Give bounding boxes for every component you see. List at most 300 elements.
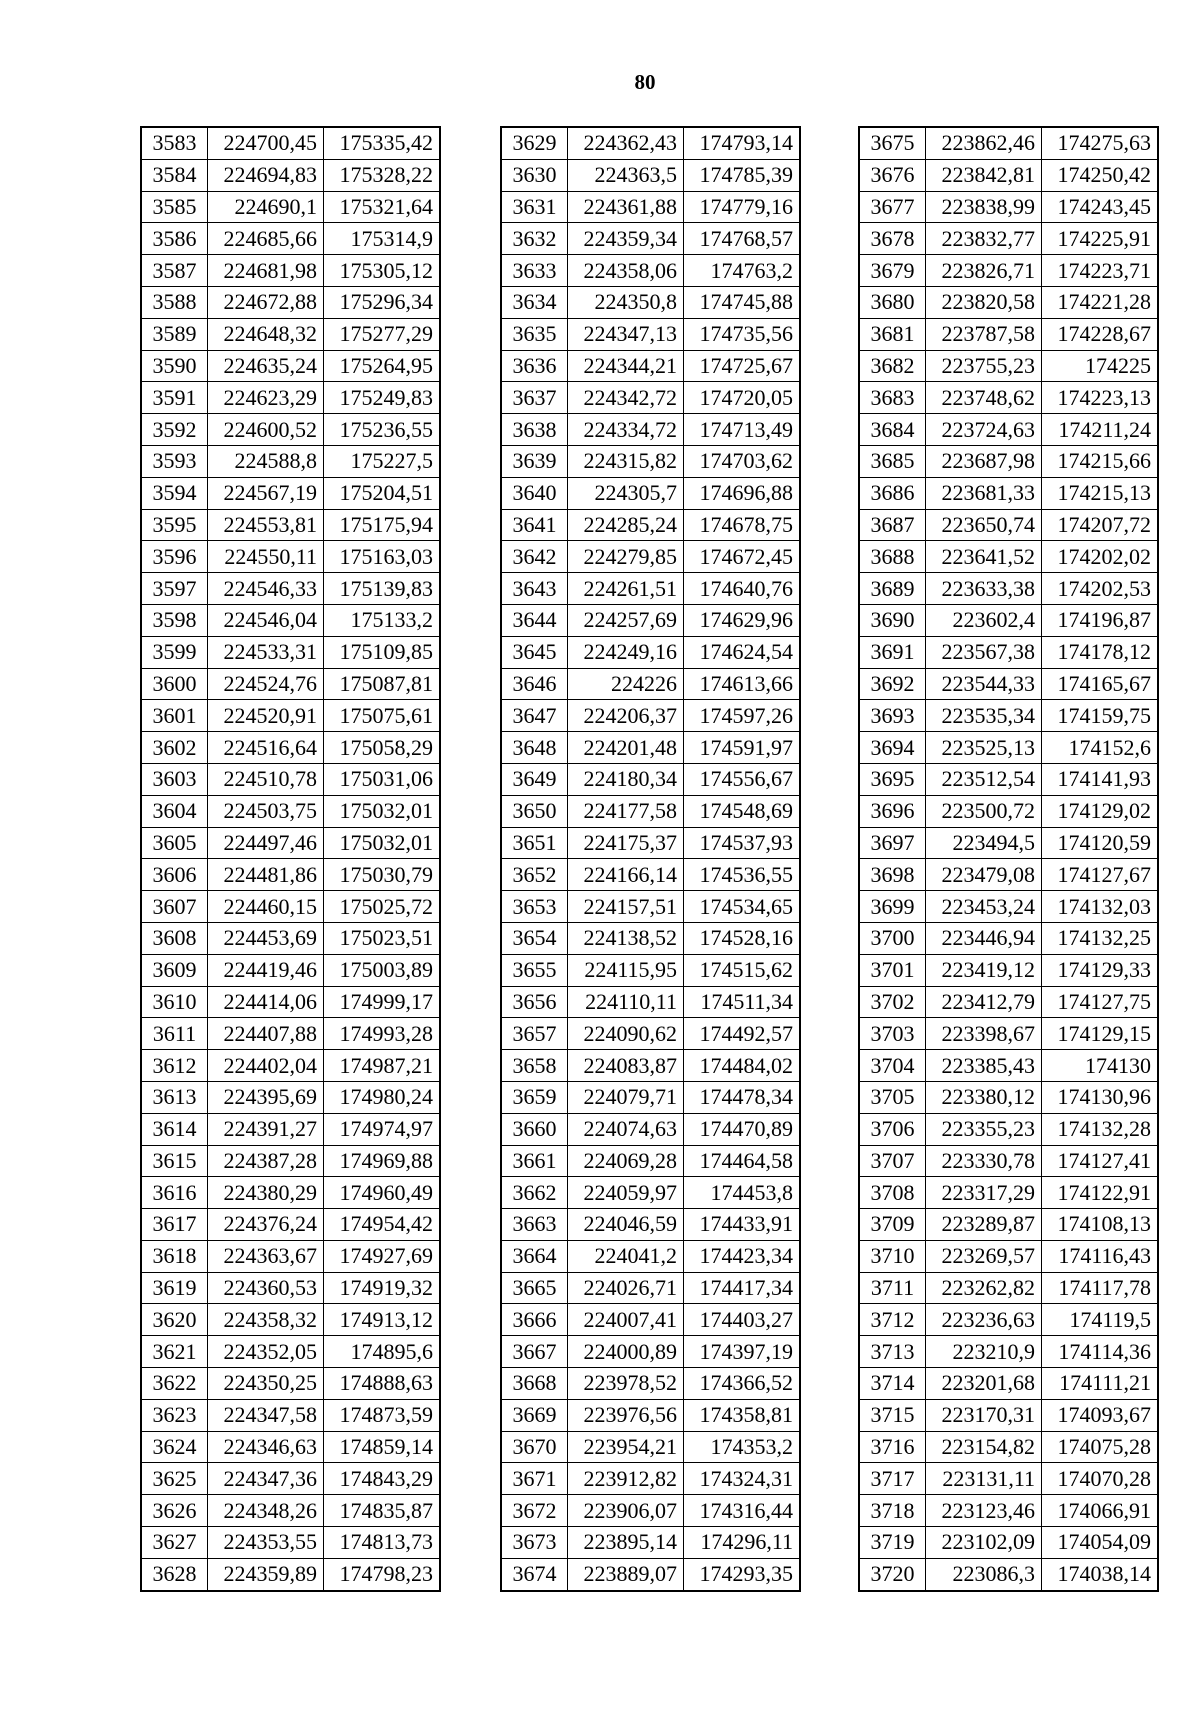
y-coordinate-cell: 174954,42 — [324, 1209, 441, 1241]
point-number-cell: 3719 — [859, 1527, 926, 1559]
table-row — [501, 159, 800, 191]
x-coordinate-cell: 224069,28 — [568, 1145, 684, 1177]
point-number-cell: 3651 — [501, 827, 568, 859]
point-number-cell: 3606 — [141, 859, 208, 891]
x-coordinate-cell: 224344,21 — [568, 350, 684, 382]
y-coordinate-cell: 175236,55 — [324, 414, 441, 446]
point-number-cell: 3700 — [859, 922, 926, 954]
x-coordinate-cell: 224524,76 — [208, 668, 324, 700]
x-coordinate-cell: 223724,63 — [926, 414, 1042, 446]
y-coordinate-cell: 174141,93 — [1042, 763, 1159, 795]
table-row — [859, 127, 1158, 159]
x-coordinate-cell: 223500,72 — [926, 795, 1042, 827]
point-number-cell: 3695 — [859, 763, 926, 795]
y-coordinate-cell: 174066,91 — [1042, 1495, 1159, 1527]
point-number-cell: 3642 — [501, 541, 568, 573]
x-coordinate-cell: 224305,7 — [568, 477, 684, 509]
table-row — [141, 668, 440, 700]
y-coordinate-cell: 174813,73 — [324, 1527, 441, 1559]
point-number-cell: 3689 — [859, 573, 926, 605]
y-coordinate-cell: 174798,23 — [324, 1558, 441, 1590]
table-row — [501, 1240, 800, 1272]
x-coordinate-cell: 223102,09 — [926, 1527, 1042, 1559]
x-coordinate-cell: 224279,85 — [568, 541, 684, 573]
table-row — [501, 1018, 800, 1050]
x-coordinate-cell: 224546,04 — [208, 604, 324, 636]
table-row — [141, 318, 440, 350]
point-number-cell: 3712 — [859, 1304, 926, 1336]
point-number-cell: 3641 — [501, 509, 568, 541]
table-row — [501, 954, 800, 986]
x-coordinate-cell: 223269,57 — [926, 1240, 1042, 1272]
point-number-cell: 3596 — [141, 541, 208, 573]
table-row — [141, 763, 440, 795]
point-number-cell: 3704 — [859, 1050, 926, 1082]
table-row — [141, 255, 440, 287]
y-coordinate-cell: 174768,57 — [684, 223, 801, 255]
point-number-cell: 3720 — [859, 1558, 926, 1590]
table-row — [859, 891, 1158, 923]
x-coordinate-cell: 224115,95 — [568, 954, 684, 986]
y-coordinate-cell: 175025,72 — [324, 891, 441, 923]
x-coordinate-cell: 223086,3 — [926, 1558, 1042, 1590]
point-number-cell: 3652 — [501, 859, 568, 891]
x-coordinate-cell: 224453,69 — [208, 922, 324, 954]
x-coordinate-cell: 223355,23 — [926, 1113, 1042, 1145]
x-coordinate-cell: 224350,8 — [568, 286, 684, 318]
table-row — [859, 986, 1158, 1018]
y-coordinate-cell: 174117,78 — [1042, 1272, 1159, 1304]
point-number-cell: 3715 — [859, 1399, 926, 1431]
y-coordinate-cell: 175023,51 — [324, 922, 441, 954]
x-coordinate-cell: 224046,59 — [568, 1209, 684, 1241]
point-number-cell: 3621 — [141, 1336, 208, 1368]
table-row — [501, 1209, 800, 1241]
point-number-cell: 3593 — [141, 445, 208, 477]
table-row — [501, 1463, 800, 1495]
x-coordinate-cell: 223976,56 — [568, 1399, 684, 1431]
table-row — [501, 795, 800, 827]
point-number-cell: 3675 — [859, 127, 926, 159]
table-row — [141, 1368, 440, 1400]
x-coordinate-cell: 224380,29 — [208, 1177, 324, 1209]
x-coordinate-cell: 223412,79 — [926, 986, 1042, 1018]
x-coordinate-cell: 223170,31 — [926, 1399, 1042, 1431]
point-number-cell: 3585 — [141, 191, 208, 223]
x-coordinate-cell: 223787,58 — [926, 318, 1042, 350]
point-number-cell: 3631 — [501, 191, 568, 223]
y-coordinate-cell: 174511,34 — [684, 986, 801, 1018]
y-coordinate-cell: 174129,15 — [1042, 1018, 1159, 1050]
point-number-cell: 3623 — [141, 1399, 208, 1431]
y-coordinate-cell: 174678,75 — [684, 509, 801, 541]
point-number-cell: 3679 — [859, 255, 926, 287]
table-row — [859, 191, 1158, 223]
point-number-cell: 3714 — [859, 1368, 926, 1400]
x-coordinate-cell: 223912,82 — [568, 1463, 684, 1495]
point-number-cell: 3628 — [141, 1558, 208, 1590]
y-coordinate-cell: 174484,02 — [684, 1050, 801, 1082]
y-coordinate-cell: 174927,69 — [324, 1240, 441, 1272]
point-number-cell: 3687 — [859, 509, 926, 541]
point-number-cell: 3634 — [501, 286, 568, 318]
point-number-cell: 3703 — [859, 1018, 926, 1050]
point-number-cell: 3671 — [501, 1463, 568, 1495]
x-coordinate-cell: 223262,82 — [926, 1272, 1042, 1304]
x-coordinate-cell: 223535,34 — [926, 700, 1042, 732]
table-row — [859, 1081, 1158, 1113]
coordinate-table-3 — [858, 126, 1159, 1592]
x-coordinate-cell: 223978,52 — [568, 1368, 684, 1400]
x-coordinate-cell: 224175,37 — [568, 827, 684, 859]
y-coordinate-cell: 174196,87 — [1042, 604, 1159, 636]
table-row — [859, 763, 1158, 795]
x-coordinate-cell: 224395,69 — [208, 1081, 324, 1113]
y-coordinate-cell: 174202,53 — [1042, 573, 1159, 605]
x-coordinate-cell: 223201,68 — [926, 1368, 1042, 1400]
x-coordinate-cell: 224391,27 — [208, 1113, 324, 1145]
point-number-cell: 3684 — [859, 414, 926, 446]
y-coordinate-cell: 174070,28 — [1042, 1463, 1159, 1495]
point-number-cell: 3604 — [141, 795, 208, 827]
table-row — [501, 763, 800, 795]
table-row — [859, 954, 1158, 986]
x-coordinate-cell: 224007,41 — [568, 1304, 684, 1336]
y-coordinate-cell: 174132,03 — [1042, 891, 1159, 923]
point-number-cell: 3678 — [859, 223, 926, 255]
table-row — [141, 159, 440, 191]
x-coordinate-cell: 224000,89 — [568, 1336, 684, 1368]
point-number-cell: 3690 — [859, 604, 926, 636]
table-row — [859, 1304, 1158, 1336]
y-coordinate-cell: 174843,29 — [324, 1463, 441, 1495]
point-number-cell: 3622 — [141, 1368, 208, 1400]
table-row — [141, 1304, 440, 1336]
point-number-cell: 3613 — [141, 1081, 208, 1113]
x-coordinate-cell: 223210,9 — [926, 1336, 1042, 1368]
x-coordinate-cell: 223838,99 — [926, 191, 1042, 223]
table-row — [501, 604, 800, 636]
y-coordinate-cell: 174111,21 — [1042, 1368, 1159, 1400]
table-row — [141, 700, 440, 732]
y-coordinate-cell: 174296,11 — [684, 1527, 801, 1559]
table-row — [501, 1399, 800, 1431]
table-row — [141, 573, 440, 605]
table-row — [141, 127, 440, 159]
x-coordinate-cell: 223755,23 — [926, 350, 1042, 382]
table-row — [501, 350, 800, 382]
table-row — [859, 859, 1158, 891]
y-coordinate-cell: 174108,13 — [1042, 1209, 1159, 1241]
point-number-cell: 3674 — [501, 1558, 568, 1590]
x-coordinate-cell: 224166,14 — [568, 859, 684, 891]
point-number-cell: 3663 — [501, 1209, 568, 1241]
point-number-cell: 3589 — [141, 318, 208, 350]
point-number-cell: 3644 — [501, 604, 568, 636]
table-row — [501, 1050, 800, 1082]
y-coordinate-cell: 175139,83 — [324, 573, 441, 605]
y-coordinate-cell: 174470,89 — [684, 1113, 801, 1145]
point-number-cell: 3661 — [501, 1145, 568, 1177]
y-coordinate-cell: 175109,85 — [324, 636, 441, 668]
point-number-cell: 3658 — [501, 1050, 568, 1082]
x-coordinate-cell: 224363,5 — [568, 159, 684, 191]
point-number-cell: 3692 — [859, 668, 926, 700]
table-row — [501, 859, 800, 891]
y-coordinate-cell: 174745,88 — [684, 286, 801, 318]
point-number-cell: 3654 — [501, 922, 568, 954]
point-number-cell: 3611 — [141, 1018, 208, 1050]
y-coordinate-cell: 174735,56 — [684, 318, 801, 350]
x-coordinate-cell: 224157,51 — [568, 891, 684, 923]
y-coordinate-cell: 175314,9 — [324, 223, 441, 255]
point-number-cell: 3683 — [859, 382, 926, 414]
table-row — [859, 541, 1158, 573]
y-coordinate-cell: 174515,62 — [684, 954, 801, 986]
y-coordinate-cell: 175133,2 — [324, 604, 441, 636]
point-number-cell: 3673 — [501, 1527, 568, 1559]
x-coordinate-cell: 224648,32 — [208, 318, 324, 350]
table-row — [859, 1209, 1158, 1241]
point-number-cell: 3717 — [859, 1463, 926, 1495]
table-row — [141, 986, 440, 1018]
y-coordinate-cell: 174403,27 — [684, 1304, 801, 1336]
x-coordinate-cell: 224503,75 — [208, 795, 324, 827]
y-coordinate-cell: 174130,96 — [1042, 1081, 1159, 1113]
y-coordinate-cell: 174591,97 — [684, 732, 801, 764]
x-coordinate-cell: 223289,87 — [926, 1209, 1042, 1241]
point-number-cell: 3630 — [501, 159, 568, 191]
x-coordinate-cell: 223748,62 — [926, 382, 1042, 414]
point-number-cell: 3670 — [501, 1431, 568, 1463]
y-coordinate-cell: 174464,58 — [684, 1145, 801, 1177]
table-row — [501, 1145, 800, 1177]
table-row — [141, 286, 440, 318]
table-row — [859, 827, 1158, 859]
table-row — [501, 922, 800, 954]
table-row — [859, 477, 1158, 509]
point-number-cell: 3659 — [501, 1081, 568, 1113]
table-row — [501, 191, 800, 223]
table-row — [141, 732, 440, 764]
x-coordinate-cell: 224348,26 — [208, 1495, 324, 1527]
point-number-cell: 3664 — [501, 1240, 568, 1272]
y-coordinate-cell: 174397,19 — [684, 1336, 801, 1368]
x-coordinate-cell: 224074,63 — [568, 1113, 684, 1145]
point-number-cell: 3669 — [501, 1399, 568, 1431]
point-number-cell: 3624 — [141, 1431, 208, 1463]
table-row — [141, 350, 440, 382]
y-coordinate-cell: 174720,05 — [684, 382, 801, 414]
table-row — [501, 1336, 800, 1368]
point-number-cell: 3588 — [141, 286, 208, 318]
table-row — [859, 1368, 1158, 1400]
table-row — [141, 541, 440, 573]
point-number-cell: 3649 — [501, 763, 568, 795]
table-row — [501, 1272, 800, 1304]
x-coordinate-cell: 223398,67 — [926, 1018, 1042, 1050]
y-coordinate-cell: 174536,55 — [684, 859, 801, 891]
y-coordinate-cell: 174785,39 — [684, 159, 801, 191]
x-coordinate-cell: 224402,04 — [208, 1050, 324, 1082]
table-row — [501, 223, 800, 255]
x-coordinate-cell: 224347,13 — [568, 318, 684, 350]
table-row — [859, 255, 1158, 287]
y-coordinate-cell: 175087,81 — [324, 668, 441, 700]
x-coordinate-cell: 223862,46 — [926, 127, 1042, 159]
point-number-cell: 3610 — [141, 986, 208, 1018]
y-coordinate-cell: 175058,29 — [324, 732, 441, 764]
x-coordinate-cell: 224700,45 — [208, 127, 324, 159]
table-row — [141, 445, 440, 477]
point-number-cell: 3648 — [501, 732, 568, 764]
table-row — [141, 827, 440, 859]
point-number-cell: 3595 — [141, 509, 208, 541]
table-row — [141, 509, 440, 541]
y-coordinate-cell: 175003,89 — [324, 954, 441, 986]
y-coordinate-cell: 174859,14 — [324, 1431, 441, 1463]
table-row — [141, 382, 440, 414]
x-coordinate-cell: 224360,53 — [208, 1272, 324, 1304]
table-row — [501, 700, 800, 732]
table-row — [141, 1431, 440, 1463]
y-coordinate-cell: 174116,43 — [1042, 1240, 1159, 1272]
y-coordinate-cell: 175163,03 — [324, 541, 441, 573]
x-coordinate-cell: 223826,71 — [926, 255, 1042, 287]
point-number-cell: 3697 — [859, 827, 926, 859]
y-coordinate-cell: 174835,87 — [324, 1495, 441, 1527]
table-row — [859, 1018, 1158, 1050]
point-number-cell: 3680 — [859, 286, 926, 318]
point-number-cell: 3608 — [141, 922, 208, 954]
x-coordinate-cell: 224690,1 — [208, 191, 324, 223]
y-coordinate-cell: 174202,02 — [1042, 541, 1159, 573]
x-coordinate-cell: 224201,48 — [568, 732, 684, 764]
y-coordinate-cell: 174913,12 — [324, 1304, 441, 1336]
table-row — [859, 382, 1158, 414]
table-row — [859, 223, 1158, 255]
x-coordinate-cell: 223494,5 — [926, 827, 1042, 859]
table-row — [141, 1272, 440, 1304]
table-row — [501, 573, 800, 605]
y-coordinate-cell: 175227,5 — [324, 445, 441, 477]
x-coordinate-cell: 223446,94 — [926, 922, 1042, 954]
y-coordinate-cell: 174353,2 — [684, 1431, 801, 1463]
x-coordinate-cell: 224588,8 — [208, 445, 324, 477]
table-row — [501, 1177, 800, 1209]
x-coordinate-cell: 224090,62 — [568, 1018, 684, 1050]
page-number: 80 — [634, 70, 656, 94]
y-coordinate-cell: 175328,22 — [324, 159, 441, 191]
x-coordinate-cell: 224110,11 — [568, 986, 684, 1018]
table-row — [501, 668, 800, 700]
point-number-cell: 3583 — [141, 127, 208, 159]
x-coordinate-cell: 224681,98 — [208, 255, 324, 287]
x-coordinate-cell: 223567,38 — [926, 636, 1042, 668]
table-row — [859, 668, 1158, 700]
y-coordinate-cell: 174763,2 — [684, 255, 801, 287]
y-coordinate-cell: 174478,34 — [684, 1081, 801, 1113]
x-coordinate-cell: 224520,91 — [208, 700, 324, 732]
x-coordinate-cell: 224361,88 — [568, 191, 684, 223]
x-coordinate-cell: 224352,05 — [208, 1336, 324, 1368]
point-number-cell: 3701 — [859, 954, 926, 986]
x-coordinate-cell: 224600,52 — [208, 414, 324, 446]
x-coordinate-cell: 223131,11 — [926, 1463, 1042, 1495]
x-coordinate-cell: 224363,67 — [208, 1240, 324, 1272]
x-coordinate-cell: 224334,72 — [568, 414, 684, 446]
y-coordinate-cell: 174243,45 — [1042, 191, 1159, 223]
y-coordinate-cell: 174919,32 — [324, 1272, 441, 1304]
x-coordinate-cell: 224261,51 — [568, 573, 684, 605]
table-row — [141, 604, 440, 636]
table-row — [501, 477, 800, 509]
y-coordinate-cell: 174127,75 — [1042, 986, 1159, 1018]
y-coordinate-cell: 174127,41 — [1042, 1145, 1159, 1177]
y-coordinate-cell: 174038,14 — [1042, 1558, 1159, 1590]
y-coordinate-cell: 174624,54 — [684, 636, 801, 668]
table-row — [501, 732, 800, 764]
x-coordinate-cell: 223385,43 — [926, 1050, 1042, 1082]
y-coordinate-cell: 174492,57 — [684, 1018, 801, 1050]
x-coordinate-cell: 223641,52 — [926, 541, 1042, 573]
point-number-cell: 3639 — [501, 445, 568, 477]
point-number-cell: 3637 — [501, 382, 568, 414]
point-number-cell: 3600 — [141, 668, 208, 700]
y-coordinate-cell: 174129,33 — [1042, 954, 1159, 986]
point-number-cell: 3590 — [141, 350, 208, 382]
table-row — [859, 1431, 1158, 1463]
x-coordinate-cell: 224387,28 — [208, 1145, 324, 1177]
table-row — [141, 795, 440, 827]
table-row — [859, 509, 1158, 541]
point-number-cell: 3587 — [141, 255, 208, 287]
y-coordinate-cell: 174779,16 — [684, 191, 801, 223]
y-coordinate-cell: 174228,67 — [1042, 318, 1159, 350]
table-row — [141, 477, 440, 509]
y-coordinate-cell: 174122,91 — [1042, 1177, 1159, 1209]
table-row — [501, 1431, 800, 1463]
point-number-cell: 3601 — [141, 700, 208, 732]
y-coordinate-cell: 174215,13 — [1042, 477, 1159, 509]
table-row — [501, 127, 800, 159]
y-coordinate-cell: 174207,72 — [1042, 509, 1159, 541]
table-row — [859, 1177, 1158, 1209]
x-coordinate-cell: 223681,33 — [926, 477, 1042, 509]
y-coordinate-cell: 174960,49 — [324, 1177, 441, 1209]
table-row — [859, 795, 1158, 827]
x-coordinate-cell: 224257,69 — [568, 604, 684, 636]
y-coordinate-cell: 174597,26 — [684, 700, 801, 732]
table-row — [501, 286, 800, 318]
table-row — [141, 1558, 440, 1590]
x-coordinate-cell: 224414,06 — [208, 986, 324, 1018]
x-coordinate-cell: 224315,82 — [568, 445, 684, 477]
table-row — [859, 732, 1158, 764]
x-coordinate-cell: 224347,36 — [208, 1463, 324, 1495]
table-row — [501, 1495, 800, 1527]
y-coordinate-cell: 174895,6 — [324, 1336, 441, 1368]
table-row — [859, 1399, 1158, 1431]
x-coordinate-cell: 224353,55 — [208, 1527, 324, 1559]
point-number-cell: 3676 — [859, 159, 926, 191]
point-number-cell: 3657 — [501, 1018, 568, 1050]
table-row — [141, 1527, 440, 1559]
point-number-cell: 3614 — [141, 1113, 208, 1145]
point-number-cell: 3705 — [859, 1081, 926, 1113]
x-coordinate-cell: 223633,38 — [926, 573, 1042, 605]
x-coordinate-cell: 224550,11 — [208, 541, 324, 573]
